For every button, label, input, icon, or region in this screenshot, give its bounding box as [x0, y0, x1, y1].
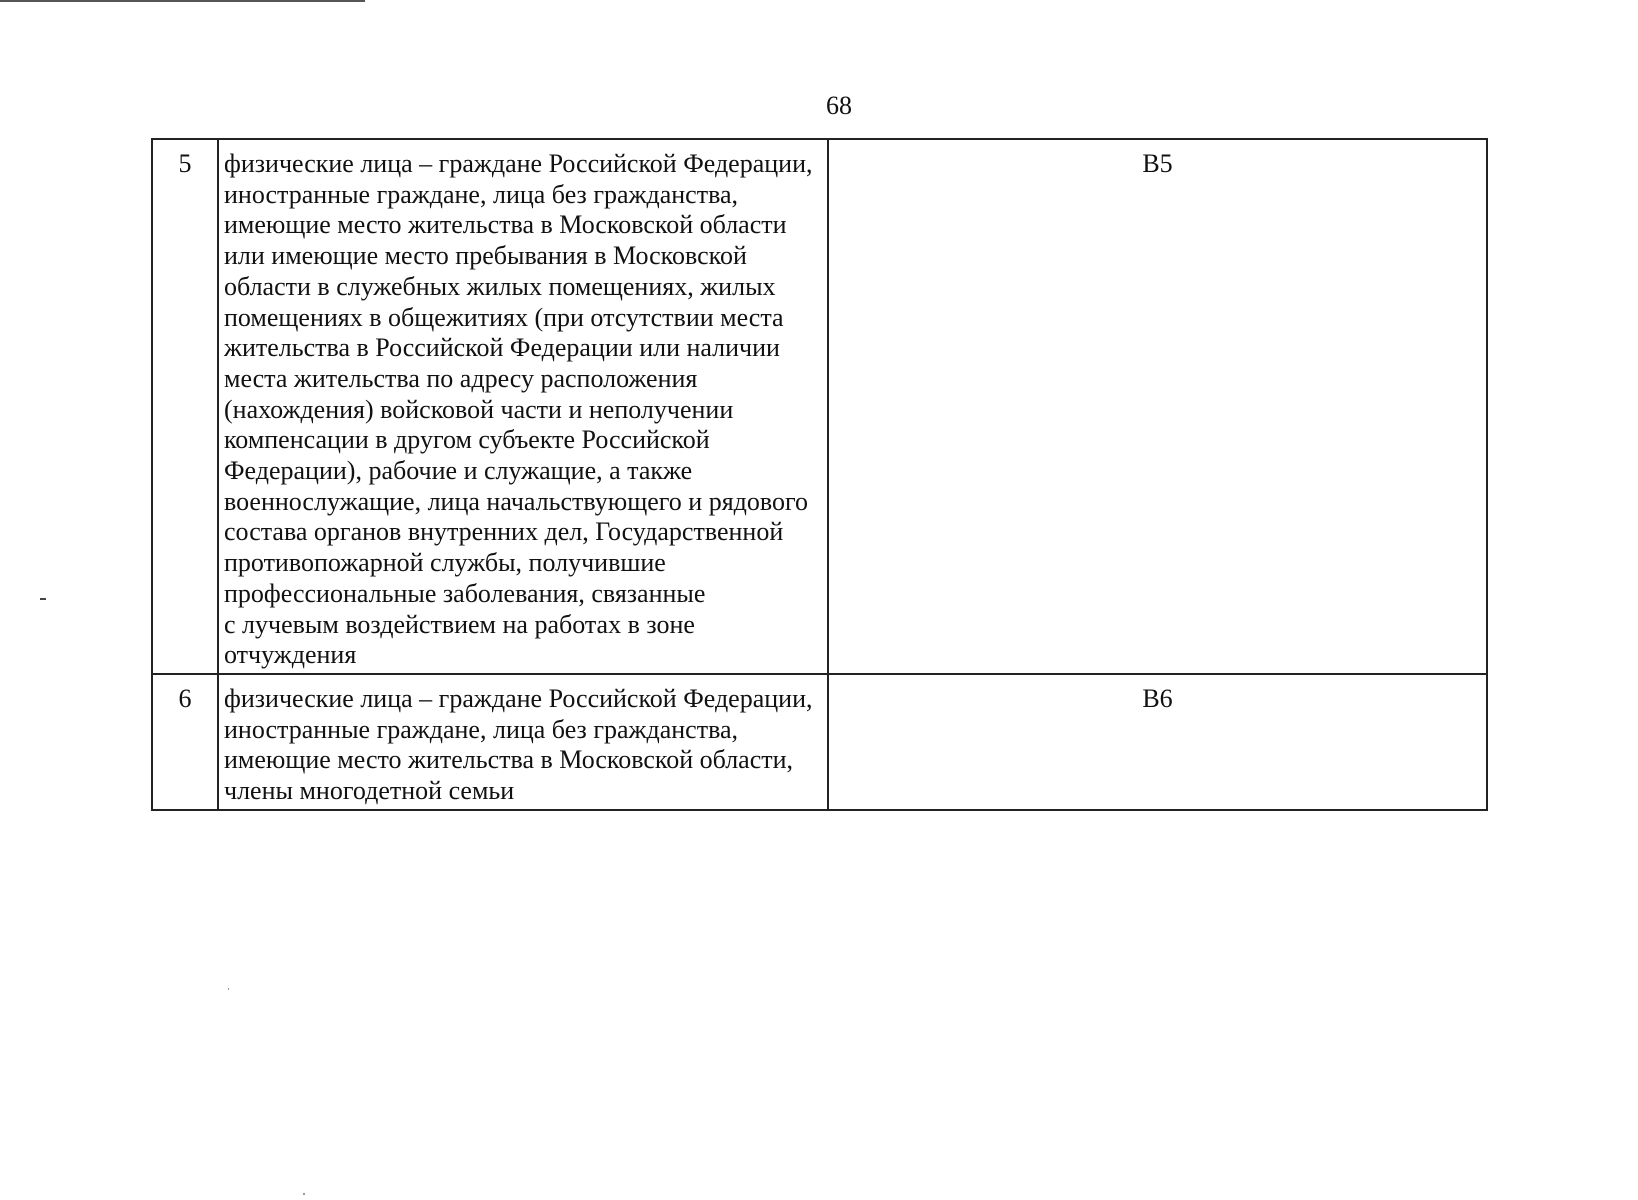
- row-number: 6: [152, 674, 218, 810]
- table-row: [152, 674, 1487, 810]
- page-number: 68: [826, 91, 852, 120]
- row-code: В5: [828, 139, 1487, 674]
- row-number: 5: [152, 139, 218, 674]
- scan-speck: [40, 598, 46, 600]
- row-description: [218, 674, 828, 810]
- row-description-text: физические лица – граждане Российской Федерации, иностранные граждане, лица без гражданства, имеющие место жительства в Московской области, члены многодетной семьи: [224, 683, 813, 806]
- row-description: [218, 139, 828, 674]
- scan-edge-line: [0, 0, 365, 2]
- category-table: [151, 138, 1488, 811]
- row-code: В6: [828, 674, 1487, 810]
- scan-speck: [228, 988, 229, 990]
- table-row: [152, 139, 1487, 674]
- row-description-text: физические лица – граждане Российской Федерации, иностранные граждане, лица без гражданства, имеющие место жительства в Московской области или имеющие место пребывания в Московской области в служебных жилых помещениях, жилых помещениях в общежитиях (при отсутствии места жительства в Российской Федерации или наличии места жительства по адресу расположения (нахождения) войсковой части и неполучении компенсации в другом субъекте Российской Федерации), рабочие и служащие, а также военнослужащие, лица начальствующего и рядового состава органов внутренних дел, Государственной противопожарной службы, получившие профессиональные заболевания, связанные с лучевым воздействием на работах в зоне отчуждения: [224, 149, 813, 670]
- scan-speck: [303, 1193, 305, 1195]
